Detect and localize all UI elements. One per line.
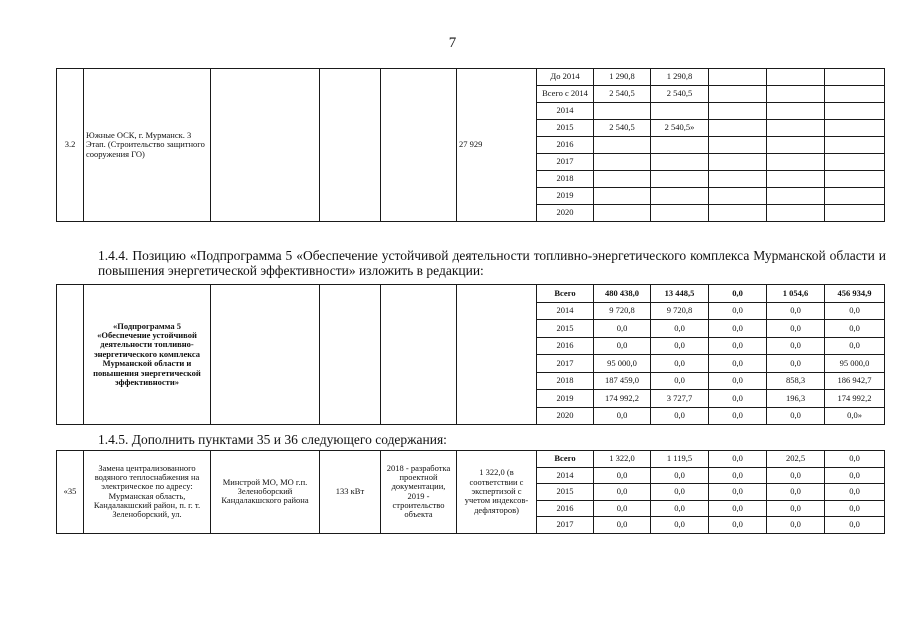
value-cell: 1 054,6 [767, 285, 825, 303]
value-cell: 0,0 [767, 467, 825, 484]
value-cell: 2 540,5 [594, 120, 651, 137]
value-cell: 1 290,8 [651, 69, 709, 86]
value-cell: 0,0 [709, 467, 767, 484]
value-cell: 3 727,7 [651, 390, 709, 408]
executor-cell [211, 69, 320, 222]
value-cell: 1 322,0 [594, 451, 651, 468]
year-cell: 2016 [537, 137, 594, 154]
value-cell: 1 119,5 [651, 451, 709, 468]
value-cell: 0,0 [825, 500, 885, 517]
period-cell: 2018 - разработка проектной документации, 2019 - строительство объекта [381, 451, 457, 534]
value-cell: 0,0 [651, 337, 709, 355]
value-cell [767, 188, 825, 205]
value-cell: 202,5 [767, 451, 825, 468]
value-cell [767, 69, 825, 86]
value-cell: 0,0 [767, 484, 825, 501]
year-cell: Всего [537, 451, 594, 468]
value-cell [825, 86, 885, 103]
row-number [57, 285, 84, 425]
capacity-cell [320, 285, 381, 425]
value-cell [594, 205, 651, 222]
year-cell: 2017 [537, 154, 594, 171]
value-cell: 0,0 [709, 285, 767, 303]
value-cell [709, 86, 767, 103]
year-cell: 2016 [537, 337, 594, 355]
value-cell: 0,0 [825, 302, 885, 320]
cost-cell [457, 285, 537, 425]
value-cell [594, 154, 651, 171]
value-cell [594, 171, 651, 188]
year-cell: До 2014 [537, 69, 594, 86]
value-cell: 0,0 [767, 517, 825, 534]
year-cell: 2019 [537, 390, 594, 408]
value-cell [709, 69, 767, 86]
value-cell [767, 103, 825, 120]
value-cell: 0,0 [825, 517, 885, 534]
cost-cell: 1 322,0 (в соответствии с экспертизой с учетом индексов-дефляторов) [457, 451, 537, 534]
value-cell: 0,0 [594, 500, 651, 517]
value-cell: 0,0 [709, 320, 767, 338]
value-cell: 1 290,8 [594, 69, 651, 86]
value-cell [594, 103, 651, 120]
value-cell [709, 171, 767, 188]
value-cell: 2 540,5 [651, 86, 709, 103]
value-cell: 0,0» [825, 407, 885, 425]
value-cell: 0,0 [709, 517, 767, 534]
value-cell [709, 120, 767, 137]
value-cell: 0,0 [651, 320, 709, 338]
value-cell: 0,0 [767, 355, 825, 373]
value-cell: 0,0 [651, 484, 709, 501]
value-cell: 9 720,8 [651, 302, 709, 320]
value-cell: 0,0 [594, 407, 651, 425]
value-cell: 0,0 [767, 302, 825, 320]
value-cell [709, 137, 767, 154]
value-cell: 0,0 [651, 467, 709, 484]
value-cell: 0,0 [594, 467, 651, 484]
value-cell [825, 137, 885, 154]
year-cell: 2020 [537, 407, 594, 425]
value-cell: 187 459,0 [594, 372, 651, 390]
value-cell [825, 205, 885, 222]
row-number: 3.2 [57, 69, 84, 222]
row-number: «35 [57, 451, 84, 534]
year-cell: 2020 [537, 205, 594, 222]
value-cell [651, 205, 709, 222]
value-cell [651, 154, 709, 171]
value-cell: 2 540,5» [651, 120, 709, 137]
value-cell [594, 137, 651, 154]
value-cell: 0,0 [594, 337, 651, 355]
value-cell [767, 205, 825, 222]
value-cell: 0,0 [709, 302, 767, 320]
value-cell [651, 137, 709, 154]
value-cell: 0,0 [594, 484, 651, 501]
value-cell: 0,0 [709, 372, 767, 390]
value-cell [709, 103, 767, 120]
value-cell [825, 120, 885, 137]
year-cell: 2016 [537, 500, 594, 517]
year-cell: 2014 [537, 302, 594, 320]
page-number: 7 [448, 35, 457, 51]
cost-cell: 27 929 [457, 69, 537, 222]
value-cell: 186 942,7 [825, 372, 885, 390]
table-row [57, 69, 885, 86]
table-subprogram-5 [56, 284, 885, 425]
table-row [57, 285, 885, 303]
value-cell [767, 171, 825, 188]
value-cell [709, 154, 767, 171]
capacity-cell: 133 кВт [320, 451, 381, 534]
year-cell: 2018 [537, 171, 594, 188]
value-cell: 0,0 [709, 484, 767, 501]
value-cell [709, 205, 767, 222]
value-cell [767, 154, 825, 171]
table-row [57, 451, 885, 468]
value-cell: 0,0 [825, 337, 885, 355]
year-cell: 2015 [537, 484, 594, 501]
year-cell: 2017 [537, 355, 594, 373]
value-cell: 0,0 [767, 320, 825, 338]
heading-1-4-4 [56, 248, 886, 278]
year-cell: 2017 [537, 517, 594, 534]
year-cell: 2014 [537, 103, 594, 120]
value-cell: 0,0 [709, 355, 767, 373]
year-cell: 2015 [537, 320, 594, 338]
value-cell: 0,0 [651, 355, 709, 373]
value-cell: 0,0 [709, 451, 767, 468]
value-cell: 0,0 [825, 451, 885, 468]
value-cell: 0,0 [825, 484, 885, 501]
value-cell [651, 103, 709, 120]
value-cell: 174 992,2 [594, 390, 651, 408]
value-cell: 0,0 [767, 500, 825, 517]
heading-1-4-5 [56, 432, 886, 447]
value-cell [651, 171, 709, 188]
value-cell: 2 540,5 [594, 86, 651, 103]
value-cell: 456 934,9 [825, 285, 885, 303]
executor-cell: Минстрой МО, МО г.п. Зеленоборский Кандалакшского района [211, 451, 320, 534]
value-cell: 95 000,0 [825, 355, 885, 373]
value-cell: 9 720,8 [594, 302, 651, 320]
value-cell [825, 171, 885, 188]
executor-cell [211, 285, 320, 425]
subprogram-name: «Подпрограмма 5 «Обеспечение устойчивой деятельности топливно-энергетического комплекса Мурманской области и повышения энергетической эффективности» [84, 285, 211, 425]
value-cell [825, 154, 885, 171]
value-cell [767, 120, 825, 137]
value-cell [767, 86, 825, 103]
value-cell: 0,0 [709, 407, 767, 425]
heading-text: 1.4.5. Дополнить пунктами 35 и 36 следующего содержания: [98, 432, 447, 447]
value-cell: 196,3 [767, 390, 825, 408]
value-cell: 0,0 [651, 407, 709, 425]
year-cell: 2018 [537, 372, 594, 390]
value-cell: 0,0 [651, 372, 709, 390]
year-cell: Всего с 2014 [537, 86, 594, 103]
table-object-3-2 [56, 68, 885, 222]
year-cell: Всего [537, 285, 594, 303]
value-cell: 0,0 [709, 500, 767, 517]
capacity-cell [320, 69, 381, 222]
value-cell [825, 69, 885, 86]
value-cell: 0,0 [651, 517, 709, 534]
value-cell: 0,0 [709, 337, 767, 355]
value-cell: 858,3 [767, 372, 825, 390]
value-cell: 0,0 [709, 390, 767, 408]
value-cell: 0,0 [767, 407, 825, 425]
value-cell: 13 448,5 [651, 285, 709, 303]
value-cell: 480 438,0 [594, 285, 651, 303]
heading-text: 1.4.4. Позицию «Подпрограмма 5 «Обеспечение устойчивой деятельности топливно-энергетического комплекса Мурманской области и повышения энергетической эффективности» изложить в редакции: [98, 248, 886, 278]
period-cell [381, 69, 457, 222]
object-name: Замена централизованного водяного теплоснабжения на электрическое по адресу: Мурманская область, Кандалакшский район, п. г. т. Зеленоборский, ул. [84, 451, 211, 534]
value-cell: 0,0 [594, 517, 651, 534]
period-cell [381, 285, 457, 425]
object-name: Южные ОСК, г. Мурманск. 3 Этап. (Строительство защитного сооружения ГО) [84, 69, 211, 222]
value-cell: 0,0 [825, 320, 885, 338]
value-cell: 0,0 [825, 467, 885, 484]
value-cell [709, 188, 767, 205]
value-cell: 0,0 [594, 320, 651, 338]
value-cell: 95 000,0 [594, 355, 651, 373]
value-cell [825, 103, 885, 120]
value-cell [651, 188, 709, 205]
value-cell [825, 188, 885, 205]
table-item-35 [56, 450, 885, 534]
value-cell [767, 137, 825, 154]
value-cell [594, 188, 651, 205]
year-cell: 2015 [537, 120, 594, 137]
value-cell: 174 992,2 [825, 390, 885, 408]
value-cell: 0,0 [651, 500, 709, 517]
year-cell: 2019 [537, 188, 594, 205]
year-cell: 2014 [537, 467, 594, 484]
value-cell: 0,0 [767, 337, 825, 355]
